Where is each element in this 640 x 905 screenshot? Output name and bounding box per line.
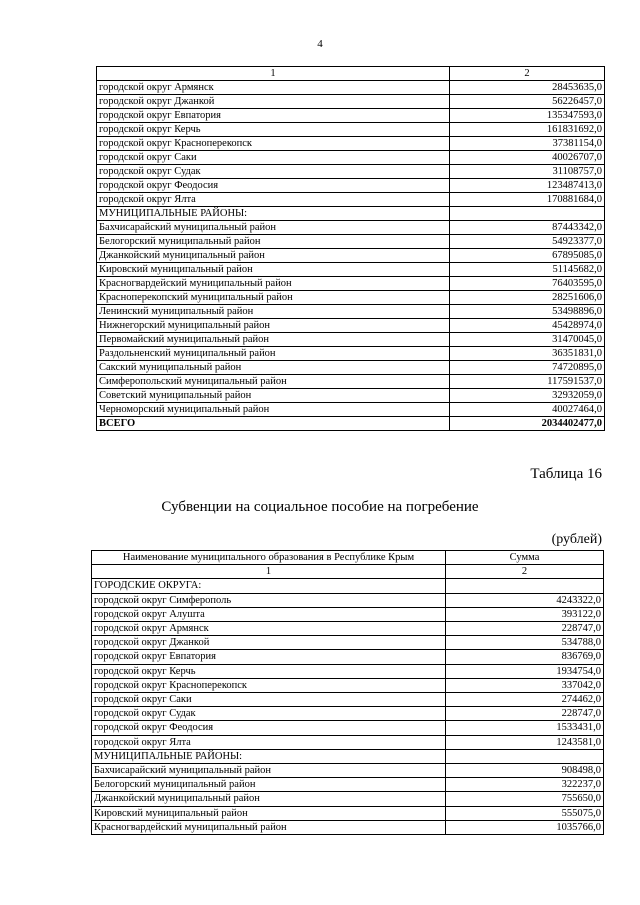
row-value: 56226457,0	[450, 95, 605, 109]
row-name: городской округ Саки	[92, 693, 446, 707]
row-value: 755650,0	[446, 792, 604, 806]
table-row	[92, 778, 604, 792]
row-value	[446, 749, 604, 763]
table-row	[92, 735, 604, 749]
table-row	[97, 319, 605, 333]
table-row	[92, 622, 604, 636]
row-name: Джанкойский муниципальный район	[92, 792, 446, 806]
row-name: городской округ Саки	[97, 151, 450, 165]
table-row	[97, 347, 605, 361]
table-budget-continuation	[96, 66, 605, 431]
row-name: городской округ Армянск	[92, 622, 446, 636]
row-value: 1533431,0	[446, 721, 604, 735]
row-value: 555075,0	[446, 806, 604, 820]
table-row	[92, 792, 604, 806]
row-name: Сакский муниципальный район	[97, 361, 450, 375]
row-value: 228747,0	[446, 622, 604, 636]
table-row	[97, 207, 605, 221]
table-row	[97, 263, 605, 277]
row-value: 228747,0	[446, 707, 604, 721]
row-name: Советский муниципальный район	[97, 389, 450, 403]
row-name: Бахчисарайский муниципальный район	[92, 764, 446, 778]
table-row	[92, 693, 604, 707]
row-value: 28251606,0	[450, 291, 605, 305]
table-row	[97, 193, 605, 207]
table-number-row	[92, 565, 604, 579]
row-value	[446, 579, 604, 593]
table-row	[92, 678, 604, 692]
row-value: 54923377,0	[450, 235, 605, 249]
table-row	[92, 806, 604, 820]
row-name: Бахчисарайский муниципальный район	[97, 221, 450, 235]
table-row	[97, 151, 605, 165]
row-value: 36351831,0	[450, 347, 605, 361]
table-row	[97, 291, 605, 305]
row-value: 135347593,0	[450, 109, 605, 123]
row-name: городской округ Феодосия	[92, 721, 446, 735]
row-name: МУНИЦИПАЛЬНЫЕ РАЙОНЫ:	[92, 749, 446, 763]
row-value: 170881684,0	[450, 193, 605, 207]
row-value	[450, 207, 605, 221]
row-name: Красноперекопский муниципальный район	[97, 291, 450, 305]
row-value: 534788,0	[446, 636, 604, 650]
row-value: 908498,0	[446, 764, 604, 778]
row-name: городской округ Судак	[97, 165, 450, 179]
row-name: Белогорский муниципальный район	[97, 235, 450, 249]
row-value: 1934754,0	[446, 664, 604, 678]
row-name: городской округ Алушта	[92, 607, 446, 621]
row-name: Черноморский муниципальный район	[97, 403, 450, 417]
row-value: 76403595,0	[450, 277, 605, 291]
table-row	[97, 277, 605, 291]
row-name: Кировский муниципальный район	[97, 263, 450, 277]
row-name: городской округ Джанкой	[97, 95, 450, 109]
row-value: 393122,0	[446, 607, 604, 621]
row-value: 337042,0	[446, 678, 604, 692]
table-row	[97, 389, 605, 403]
table-row	[97, 137, 605, 151]
table-row	[92, 764, 604, 778]
row-value: 123487413,0	[450, 179, 605, 193]
row-name: городской округ Ялта	[97, 193, 450, 207]
table-row	[97, 305, 605, 319]
row-value: 45428974,0	[450, 319, 605, 333]
table-row	[92, 579, 604, 593]
row-name: МУНИЦИПАЛЬНЫЕ РАЙОНЫ:	[97, 207, 450, 221]
row-value: 1243581,0	[446, 735, 604, 749]
table-row	[97, 109, 605, 123]
table-row	[92, 607, 604, 621]
column-header-name: Наименование муниципального образования в Республике Крым	[92, 551, 446, 565]
row-value: 4243322,0	[446, 593, 604, 607]
table-row	[97, 165, 605, 179]
table-row	[97, 95, 605, 109]
row-name: Красногвардейский муниципальный район	[97, 277, 450, 291]
table-row	[97, 375, 605, 389]
row-value: 53498896,0	[450, 305, 605, 319]
table-row	[97, 333, 605, 347]
column-number-1: 1	[92, 565, 446, 579]
table-row	[97, 81, 605, 95]
table-row	[97, 235, 605, 249]
row-value: 87443342,0	[450, 221, 605, 235]
row-value: 37381154,0	[450, 137, 605, 151]
row-value: 40026707,0	[450, 151, 605, 165]
row-value: 74720895,0	[450, 361, 605, 375]
row-value: 1035766,0	[446, 820, 604, 834]
table-row	[92, 664, 604, 678]
row-name: ГОРОДСКИЕ ОКРУГА:	[92, 579, 446, 593]
page-number: 4	[317, 38, 323, 50]
table-row	[92, 721, 604, 735]
row-name: Джанкойский муниципальный район	[97, 249, 450, 263]
table-row	[92, 707, 604, 721]
row-value: 31108757,0	[450, 165, 605, 179]
table-row	[92, 636, 604, 650]
table-row	[97, 221, 605, 235]
table-row	[92, 749, 604, 763]
row-value: 836769,0	[446, 650, 604, 664]
row-name: городской округ Евпатория	[97, 109, 450, 123]
row-value: 67895085,0	[450, 249, 605, 263]
row-name: городской округ Евпатория	[92, 650, 446, 664]
table-unit: (рублей)	[551, 532, 602, 547]
row-name: городской округ Симферополь	[92, 593, 446, 607]
row-name: Белогорский муниципальный район	[92, 778, 446, 792]
table-title: Субвенции на социальное пособие на погребение	[161, 499, 479, 515]
row-name: городской округ Керчь	[97, 123, 450, 137]
row-name: Красногвардейский муниципальный район	[92, 820, 446, 834]
table-row	[97, 361, 605, 375]
table-row	[97, 123, 605, 137]
row-name: Раздольненский муниципальный район	[97, 347, 450, 361]
row-name: городской округ Феодосия	[97, 179, 450, 193]
table-row	[97, 249, 605, 263]
table-label: Таблица 16	[530, 466, 602, 482]
row-value: 40027464,0	[450, 403, 605, 417]
total-row	[97, 417, 605, 431]
row-name: Симферопольский муниципальный район	[97, 375, 450, 389]
row-name: Ленинский муниципальный район	[97, 305, 450, 319]
row-name: городской округ Ялта	[92, 735, 446, 749]
row-value: 322237,0	[446, 778, 604, 792]
table-row	[97, 179, 605, 193]
row-name: городской округ Судак	[92, 707, 446, 721]
column-header-sum: Сумма	[446, 551, 604, 565]
row-name: ВСЕГО	[97, 417, 450, 431]
column-number-2: 2	[446, 565, 604, 579]
table-row	[92, 820, 604, 834]
row-name: городской округ Армянск	[97, 81, 450, 95]
table-burial-subventions	[91, 550, 604, 835]
row-value: 32932059,0	[450, 389, 605, 403]
table-header-row	[97, 67, 605, 81]
row-value: 31470045,0	[450, 333, 605, 347]
table-row	[92, 650, 604, 664]
row-name: городской округ Красноперекопск	[92, 678, 446, 692]
column-number-2: 2	[450, 67, 605, 81]
row-value: 51145682,0	[450, 263, 605, 277]
column-number-1: 1	[97, 67, 450, 81]
row-value: 161831692,0	[450, 123, 605, 137]
table-header-row	[92, 551, 604, 565]
row-name: городской округ Джанкой	[92, 636, 446, 650]
row-value: 117591537,0	[450, 375, 605, 389]
row-value: 274462,0	[446, 693, 604, 707]
row-name: городской округ Керчь	[92, 664, 446, 678]
row-value: 28453635,0	[450, 81, 605, 95]
row-name: Первомайский муниципальный район	[97, 333, 450, 347]
row-name: городской округ Красноперекопск	[97, 137, 450, 151]
row-name: Кировский муниципальный район	[92, 806, 446, 820]
row-name: Нижнегорский муниципальный район	[97, 319, 450, 333]
row-value: 2034402477,0	[450, 417, 605, 431]
table-row	[92, 593, 604, 607]
table-row	[97, 403, 605, 417]
